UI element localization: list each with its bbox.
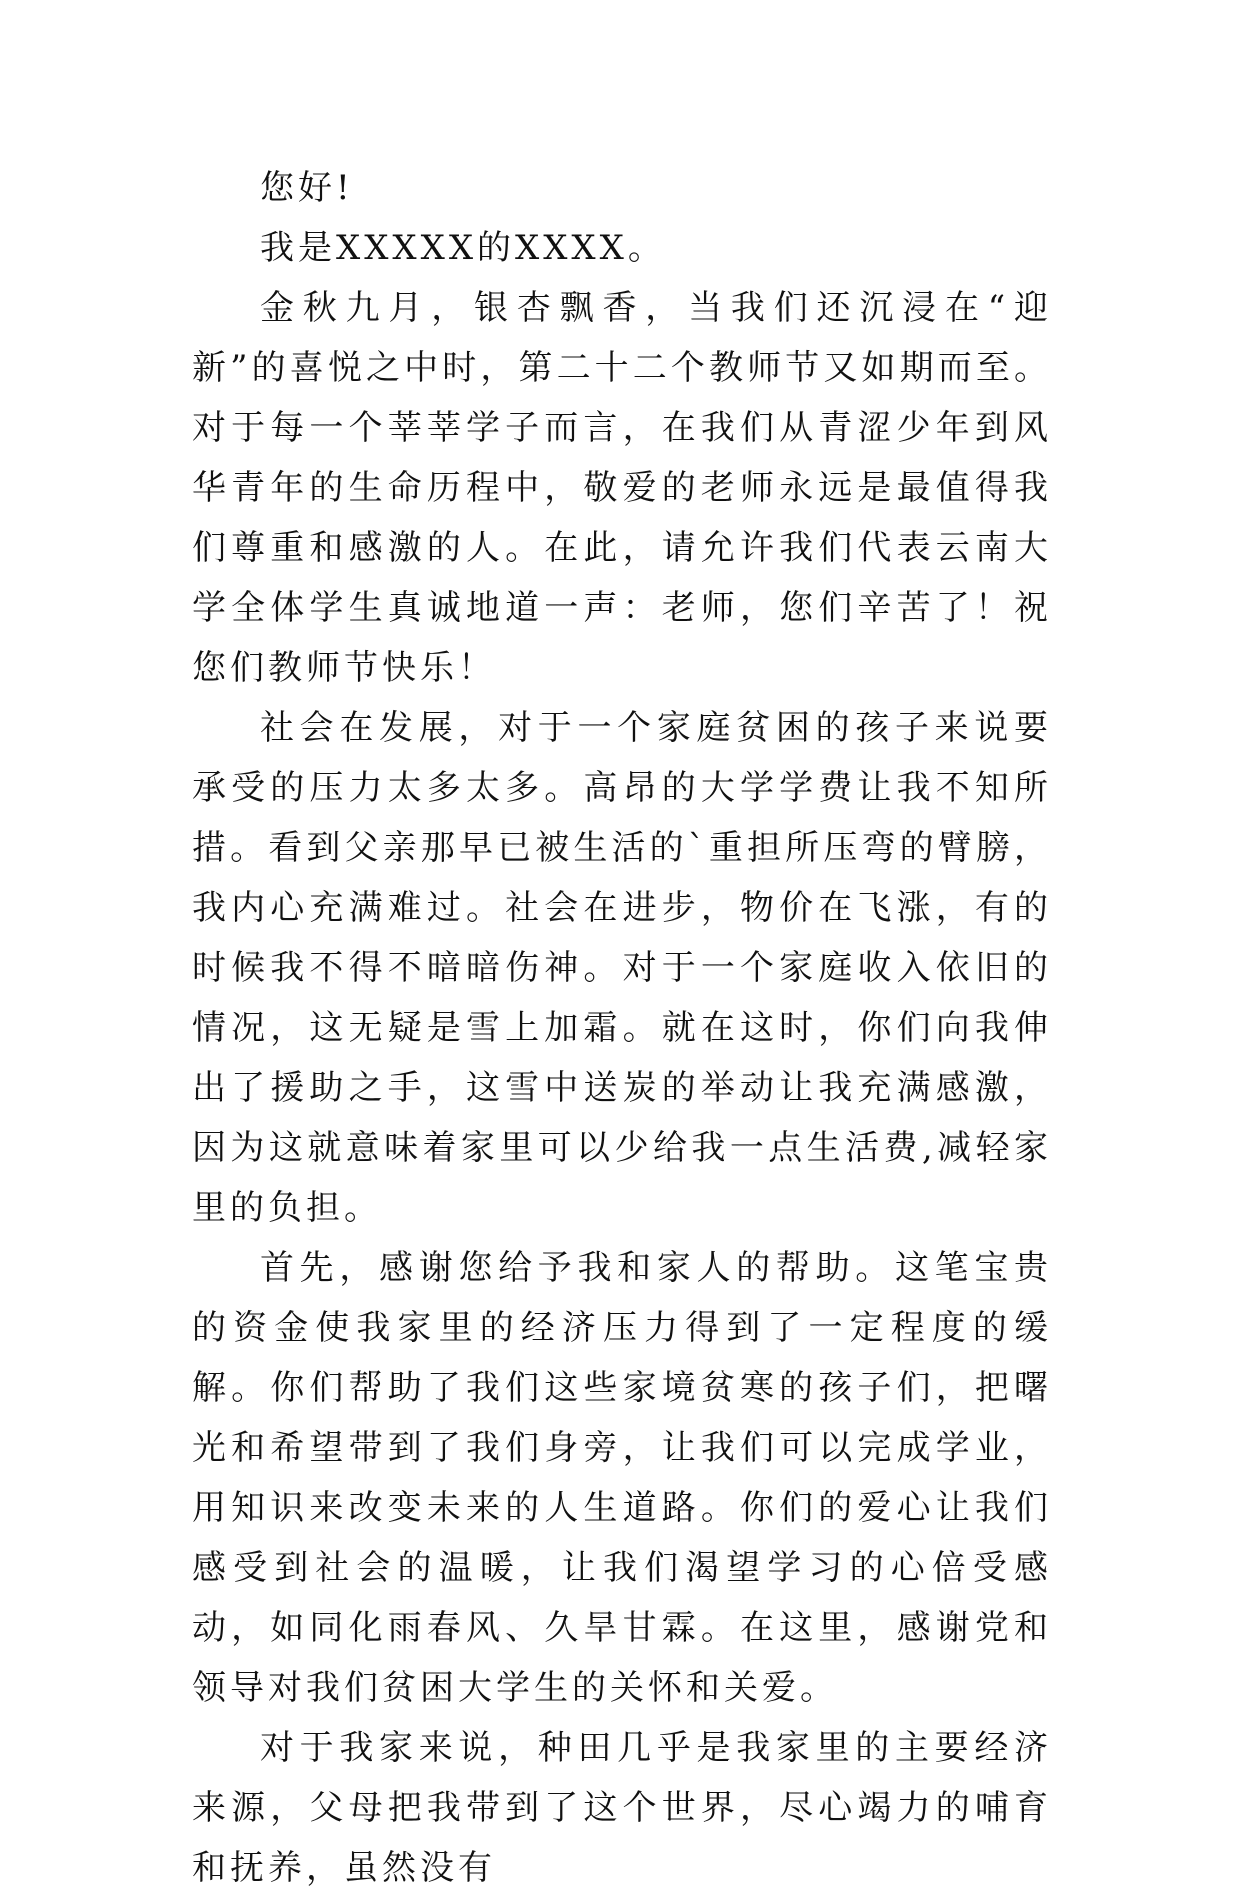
- greeting: 您好!: [260, 168, 354, 208]
- letter-body: [192, 158, 1052, 1898]
- paragraph-teachers-day: 金秋九月，银杏飘香，当我们还沉浸在“迎新”的喜悦之中时，第二十二个教师节又如期而至。对于每一个莘莘学子而言，在我们从青涩少年到风华青年的生命历程中，敬爱的老师永远是最值得我们尊重和感激的人。在此，请允许我们代表云南大学全体学生真诚地道一声：老师，您们辛苦了！祝您们教师节快乐！: [192, 288, 1052, 688]
- self-introduction: 我是XXXXX的XXXX。: [260, 228, 666, 268]
- paragraph-family-hardship: 社会在发展，对于一个家庭贫困的孩子来说要承受的压力太多太多。高昂的大学学费让我不知所措。看到父亲那早已被生活的`重担所压弯的臂膀，我内心充满难过。社会在进步，物价在飞涨，有的时候我不得不暗暗伤神。对于一个家庭收入依旧的情况，这无疑是雪上加霜。就在这时，你们向我伸出了援助之手，这雪中送炭的举动让我充满感激，因为这就意味着家里可以少给我一点生活费,减轻家里的负担。: [192, 708, 1052, 1228]
- paragraph-family-income: 对于我家来说，种田几乎是我家里的主要经济来源，父母把我带到了这个世界，尽心竭力的哺育和抚养，虽然没有: [192, 1728, 1052, 1888]
- paragraph-gratitude: 首先，感谢您给予我和家人的帮助。这笔宝贵的资金使我家里的经济压力得到了一定程度的缓解。你们帮助了我们这些家境贫寒的孩子们，把曙光和希望带到了我们身旁，让我们可以完成学业，用知识来改变未来的人生道路。你们的爱心让我们感受到社会的温暖，让我们渴望学习的心倍受感动，如同化雨春风、久旱甘霖。在这里，感谢党和领导对我们贫困大学生的关怀和关爱。: [192, 1248, 1052, 1708]
